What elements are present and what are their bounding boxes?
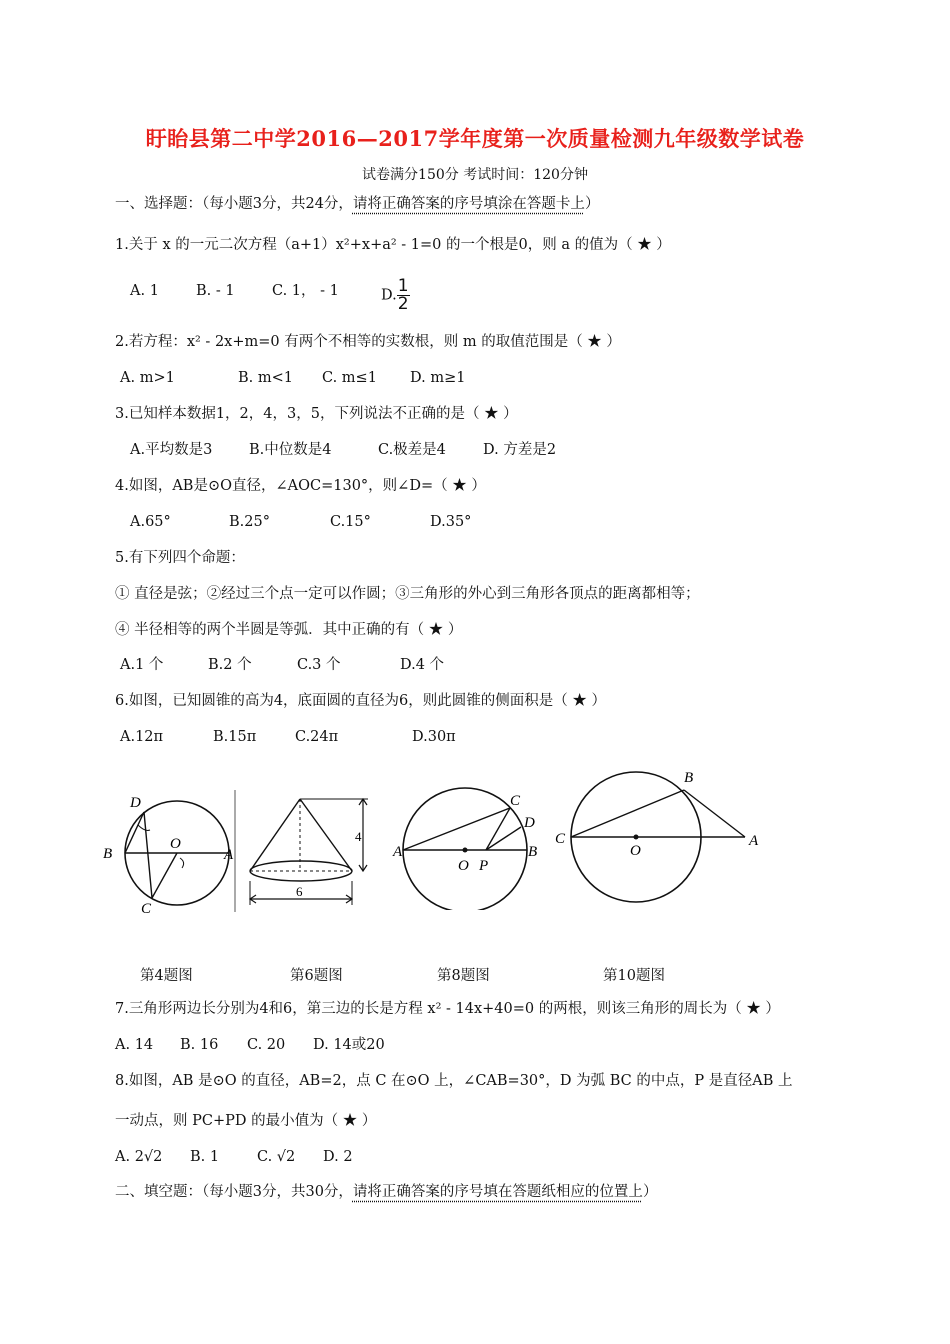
label-D: D — [524, 815, 535, 831]
q5-option-a: A.1 个 — [120, 657, 164, 673]
section2-emphasis: 请将正确答案的序号填在答题纸相应的位置上 — [352, 1184, 643, 1200]
exam-subtitle: 试卷满分150分 考试时间：120分钟 — [362, 167, 588, 183]
q8-stem-line2: 一动点，则 PC+PD 的最小值为（ ★ ） — [115, 1113, 377, 1129]
q6-option-c: C.24π — [295, 729, 339, 745]
q6-option-b: B.15π — [213, 729, 257, 745]
q2-option-d: D. m≥1 — [410, 370, 466, 386]
q1-option-c: C. 1， - 1 — [272, 283, 339, 299]
q3-option-b: B.中位数是4 — [249, 442, 332, 458]
label-B: B — [684, 770, 694, 786]
q5-option-b: B.2 个 — [208, 657, 252, 673]
q4-option-a: A.65° — [130, 514, 171, 530]
section1-emphasis: 请将正确答案的序号填涂在答题卡上 — [352, 196, 585, 212]
q7-stem: 7.三角形两边长分别为4和6，第三边的长是方程 x² - 14x+40=0 的两根，则该三角形的周长为（ ★ ） — [115, 1001, 780, 1017]
label-B: B — [103, 846, 113, 862]
q4-option-c: C.15° — [330, 514, 371, 530]
q7-option-b: B. 16 — [180, 1037, 219, 1053]
label-C: C — [510, 793, 521, 809]
label-diameter: 6 — [296, 884, 303, 899]
q8-option-b: B. 1 — [190, 1149, 220, 1165]
q3-option-c: C.极差是4 — [378, 442, 446, 458]
caption-fig10: 第10题图 — [603, 968, 665, 984]
q1-option-b: B. - 1 — [196, 283, 235, 299]
q5-line1: ① 直径是弦；②经过三个点一定可以作圆；③三角形的外心到三角形各顶点的距离都相等； — [115, 586, 700, 602]
exam-title: 盱眙县第二中学2016—2017学年度第一次质量检测九年级数学试卷 — [145, 126, 805, 151]
q2-stem: 2.若方程：x² - 2x+m=0 有两个不相等的实数根，则 m 的取值范围是（ ★ ） — [115, 334, 621, 350]
fraction-one-half: $\frac{1}{2}$ — [397, 276, 409, 314]
caption-fig4: 第4题图 — [140, 968, 193, 984]
figure-q4 — [100, 790, 240, 915]
section1-heading: 一、选择题：（每小题3分，共24分，请将正确答案的序号填涂在答题卡上） — [115, 196, 600, 212]
label-B: B — [528, 844, 538, 860]
q4-stem: 4.如图，AB是⊙O直径，∠AOC=130°，则∠D=（ ★ ） — [115, 478, 486, 494]
q6-option-d: D.30π — [412, 729, 456, 745]
q5-stem: 5.有下列四个命题： — [115, 550, 245, 566]
label-A: A — [224, 847, 234, 863]
label-A: A — [749, 833, 759, 849]
label-C: C — [555, 831, 566, 847]
section2-heading: 二、填空题：（每小题3分，共30分，请将正确答案的序号填在答题纸相应的位置上） — [115, 1184, 658, 1200]
label-A: A — [393, 844, 403, 860]
caption-fig8: 第8题图 — [437, 968, 490, 984]
q6-stem: 6.如图，已知圆锥的高为4，底面圆的直径为6，则此圆锥的侧面积是（ ★ ） — [115, 693, 607, 709]
q4-option-d: D.35° — [430, 514, 472, 530]
q3-option-d: D. 方差是2 — [483, 442, 557, 458]
q5-option-d: D.4 个 — [400, 657, 445, 673]
q8-stem-line1: 8.如图，AB 是⊙O 的直径，AB=2，点 C 在⊙O 上，∠CAB=30°，D 为弧 BC 的中点，P 是直径AB 上 — [115, 1073, 793, 1089]
q2-option-c: C. m≤1 — [322, 370, 377, 386]
figure-q6 — [242, 795, 377, 910]
q8-option-c: C. √2 — [257, 1149, 296, 1165]
q1-stem: 1.关于 x 的一元二次方程（a+1）x²+x+a² - 1=0 的一个根是0，则 a 的值为（ ★ ） — [115, 237, 671, 253]
q7-option-c: C. 20 — [247, 1037, 286, 1053]
q2-option-a: A. m>1 — [120, 370, 175, 386]
label-D: D — [130, 795, 141, 811]
caption-fig6: 第6题图 — [290, 968, 343, 984]
q5-line2: ④ 半径相等的两个半圆是等弧．其中正确的有（ ★ ） — [115, 622, 463, 638]
q1-option-a: A. 1 — [130, 283, 159, 299]
q6-option-a: A.12π — [120, 729, 164, 745]
figure-q8 — [388, 780, 548, 910]
q8-option-d: D. 2 — [323, 1149, 353, 1165]
q4-option-b: B.25° — [229, 514, 270, 530]
q8-option-a: A. 2√2 — [115, 1149, 163, 1165]
label-O: O — [630, 843, 641, 859]
label-O: O — [458, 858, 469, 874]
q1-option-d: D. $\frac{1}{2}$ — [381, 276, 409, 314]
q7-option-d: D. 14或20 — [313, 1037, 385, 1053]
q7-option-a: A. 14 — [115, 1037, 154, 1053]
q5-option-c: C.3 个 — [297, 657, 341, 673]
q3-stem: 3.已知样本数据1，2，4，3，5，下列说法不正确的是（ ★ ） — [115, 406, 518, 422]
label-O: O — [170, 836, 181, 852]
q2-option-b: B. m<1 — [238, 370, 293, 386]
label-C: C — [141, 901, 152, 915]
label-P: P — [479, 858, 489, 874]
figure-q10 — [550, 765, 765, 905]
q3-option-a: A.平均数是3 — [130, 442, 213, 458]
label-height: 4 — [355, 829, 362, 844]
